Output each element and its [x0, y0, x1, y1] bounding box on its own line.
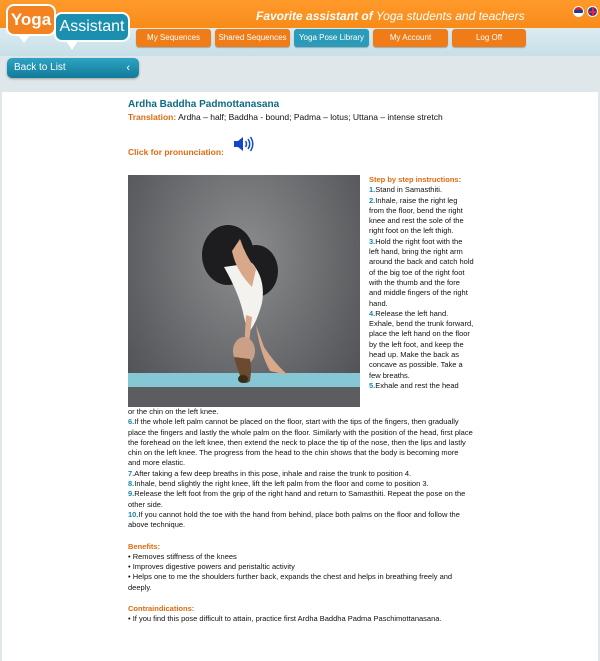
step-text: If the whole left palm cannot be placed on the floor, start with the tips of the fingers, then gradually place the fingers and lastly the whole palm on the floor. Similarly with the position of the head, first place the forehead on the left knee, then extend the neck to place the tip of the nose, then the lips and lastly chin on the left knee. The progress from the head to the chin shows that the body is becoming more and more elastic. [128, 417, 473, 468]
step-item [128, 510, 473, 531]
nav-yoga-pose-library[interactable]: Yoga Pose Library [294, 29, 369, 47]
step-text: Inhale, bend slightly the right knee, lift the left palm from the floor and come to position 3. [134, 479, 429, 489]
pose-photo [128, 175, 360, 407]
step-item [369, 196, 474, 237]
serbian-flag-icon[interactable] [573, 6, 584, 17]
nav-shared-sequences[interactable]: Shared Sequences [215, 29, 290, 47]
back-to-list-button[interactable] [7, 58, 139, 78]
benefits-label: Benefits: [128, 541, 161, 551]
benefits-section [128, 542, 473, 593]
full-width-text [128, 407, 473, 625]
step-text: Stand in Samasthiti. [375, 185, 442, 195]
step-number: 1. [369, 185, 376, 195]
pose-title: Ardha Baddha Padmottanasana [128, 99, 280, 110]
contraindications-section [128, 604, 473, 625]
step-item [128, 489, 473, 510]
step-text: Release the left foot from the grip of the right hand and return to Samasthiti. Repeat the pose on the other side. [128, 489, 466, 509]
speaker-icon[interactable] [232, 135, 254, 153]
nav-log-off[interactable]: Log Off [452, 29, 526, 47]
step-number: 9. [128, 489, 135, 499]
translation-text: Ardha – half; Baddha - bound; Padma – lotus; Uttana – intense stretch [176, 112, 443, 122]
logo-assistant[interactable]: Assistant [54, 12, 130, 42]
contraindication-item: • If you find this pose difficult to attain, practice first Ardha Baddha Padma Paschimottanasana. [128, 614, 473, 624]
step-5-continued: or the chin on the left knee. [128, 407, 219, 416]
nav-my-sequences[interactable]: My Sequences [136, 29, 211, 47]
step-text: Hold the right foot with the left hand, bring the right arm around the back and catch hold of the big toe of the right foot with the thumb and the fore and middle fingers of the right hand. [369, 236, 474, 308]
pose-wrap [128, 99, 474, 624]
step-number: 8. [128, 479, 135, 489]
steps-label: Step by step instructions: [369, 175, 462, 184]
step-text: Release the left hand. Exhale, bend the trunk forward, place the left hand on the floor by the left foot, and keep the head up. Make the back as concave as possible. Take a few breaths. [369, 308, 474, 380]
step-item [369, 309, 474, 381]
step-item [369, 185, 474, 195]
step-instructions [369, 175, 474, 391]
nav-my-account[interactable]: My Account [373, 29, 448, 47]
pose-translation [128, 112, 473, 122]
pronunciation-row [128, 135, 473, 163]
step-text: Exhale and rest the head [375, 380, 459, 390]
translation-label: Translation: [128, 112, 177, 122]
step-text: Inhale, raise the right leg from the floor, bend the right knee and rest the sole of the right foot on the left thigh. [369, 195, 464, 236]
language-selector [573, 6, 598, 17]
slogan-rest: Yoga students and teachers [372, 9, 525, 23]
step-number: 2. [369, 195, 376, 205]
main-nav [136, 29, 526, 47]
benefit-item: • Improves digestive powers and peristaltic activity [128, 562, 473, 572]
logo-yoga[interactable]: Yoga [6, 4, 56, 36]
step-text: After taking a few deep breaths in this pose, inhale and raise the trunk to position 4. [134, 468, 412, 478]
slogan-bold: Favorite assistant of [256, 9, 373, 23]
benefit-item: • Removes stiffness of the knees [128, 552, 473, 562]
pose-content [2, 92, 598, 661]
step-number: 3. [369, 236, 376, 246]
english-flag-icon[interactable] [587, 6, 598, 17]
step-item [128, 479, 473, 489]
step-number: 4. [369, 308, 376, 318]
pronunciation-label: Click for pronunciation: [128, 147, 224, 158]
step-number: 6. [128, 417, 135, 427]
step-item [369, 237, 474, 309]
chevron-left-icon: ‹ [126, 62, 130, 74]
back-label: Back to List [14, 62, 66, 73]
step-number: 7. [128, 468, 135, 478]
step-text: If you cannot hold the toe with the hand from behind, place both palms on the floor and follow the above technique. [128, 509, 460, 530]
contraindications-label: Contraindications: [128, 604, 195, 614]
slogan [256, 9, 525, 23]
step-item [128, 469, 473, 479]
step-item [128, 417, 473, 468]
pose-photo-illustration [128, 175, 360, 407]
step-number: 5. [369, 380, 376, 390]
step-item [369, 381, 474, 391]
benefit-item: • Helps one to me the shoulders further back, expands the chest and helps in breathing freely and deeply. [128, 572, 473, 593]
step-number: 10. [128, 509, 139, 519]
